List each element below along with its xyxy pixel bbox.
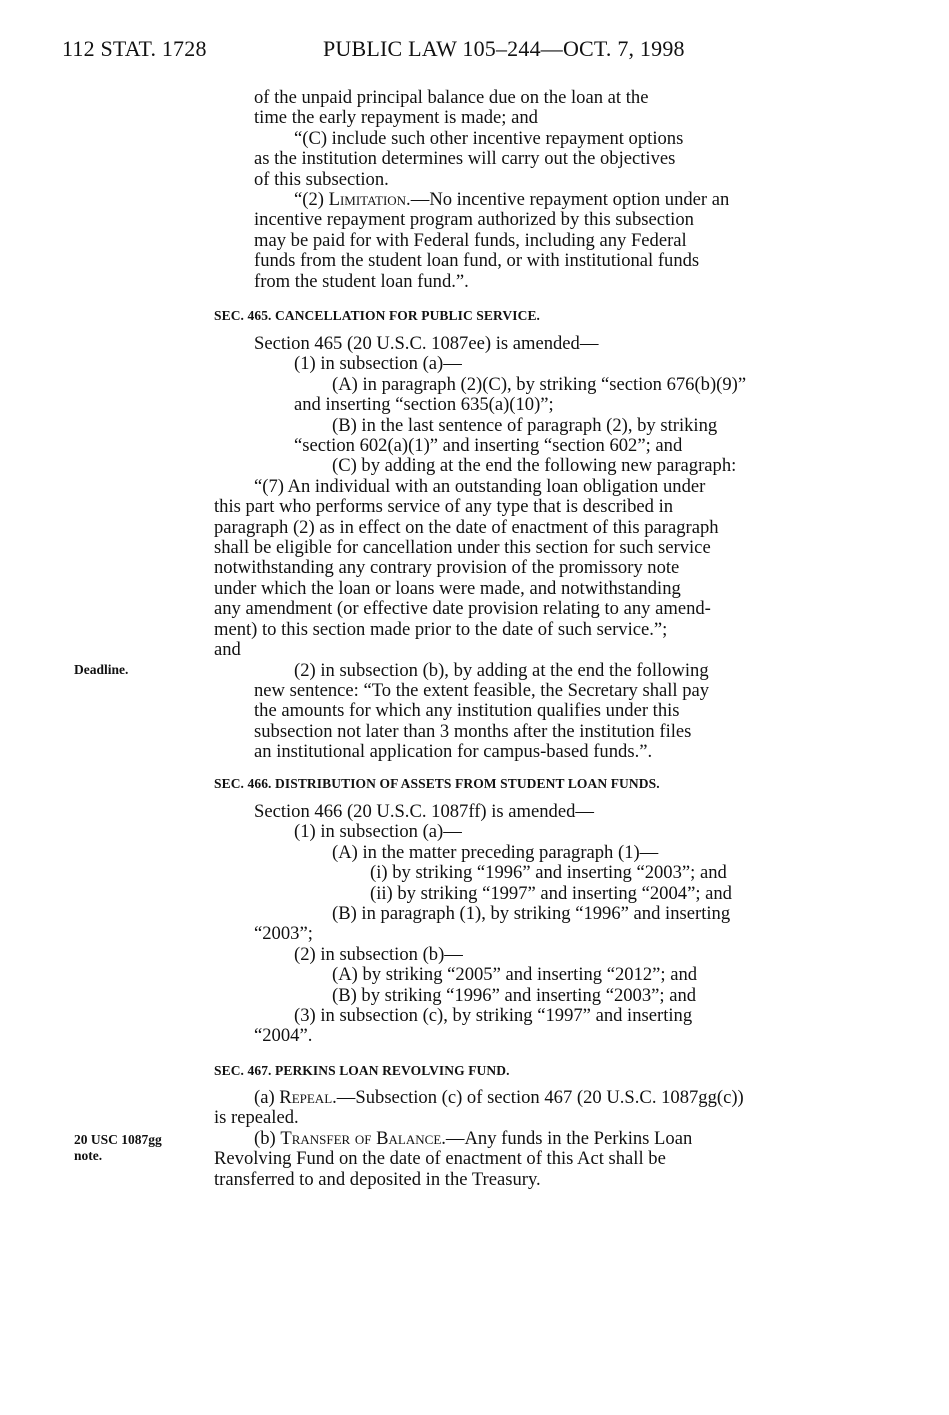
text-line: may be paid for with Federal funds, including any Federal [254,229,687,251]
text-line: and [214,639,241,661]
text-line: shall be eligible for cancellation under this section for such service [214,537,711,559]
text-line: funds from the student loan fund, or with institutional funds [254,250,700,272]
text-line: (3) in subsection (c), by striking “1997” and inserting [294,1005,693,1027]
section-466-body [214,802,840,1047]
text-line: new sentence: “To the extent feasible, the Secretary shall pay [254,679,710,701]
paragraph-heading: Limitation. [328,189,411,211]
paragraph-heading: Transfer of Balance. [280,1127,446,1149]
text-line: “2003”; [254,923,313,945]
text-run: —Any funds in the Perkins Loan [445,1127,693,1149]
text-line: from the student loan fund.”. [254,270,469,292]
text-line: of the unpaid principal balance due on the loan at the [254,87,649,108]
text-line: (i) by striking “1996” and inserting “2003”; and [370,862,727,884]
margin-note-line: note. [74,1148,103,1163]
text-line: (2) in subsection (b), by adding at the end the following [294,659,709,681]
text-line: subsection not later than 3 months after the institution files [254,720,692,742]
text-line: any amendment (or effective date provision relating to any amend- [214,598,711,620]
text-line: (B) in paragraph (1), by striking “1996” and inserting [332,903,731,925]
text-line: (C) by adding at the end the following new paragraph: [332,455,737,477]
margin-note-line: 20 USC 1087gg [74,1132,162,1147]
text-line: (1) in subsection (a)— [294,353,462,375]
text-run: —No incentive repayment option under an [410,189,730,211]
text-line: (A) in paragraph (2)(C), by striking “section 676(b)(9)” [332,373,747,395]
section-466 [214,776,840,792]
text-line [214,1088,840,1108]
text-line: Section 465 (20 U.S.C. 1087ee) is amended— [254,333,599,354]
text-line: (2) in subsection (b)— [294,943,463,965]
text-run: “(2) [294,189,329,211]
text-line: paragraph (2) as in effect on the date of enactment of this paragraph [214,516,719,538]
text-line: an institutional application for campus-based funds.”. [254,741,653,763]
text-line: notwithstanding any contrary provision of the promissory note [214,557,680,579]
text-line: of this subsection. [254,168,389,190]
paragraph-heading: Repeal. [279,1087,337,1108]
text-line: this part who performs service of any type that is described in [214,496,674,518]
section-heading: SEC. 465. CANCELLATION FOR PUBLIC SERVICE. [214,308,541,323]
text-line: under which the loan or loans were made, and notwithstanding [214,577,681,599]
text-line: (ii) by striking “1997” and inserting “2004”; and [370,882,732,904]
section-465 [214,308,840,324]
running-header: PUBLIC LAW 105–244—OCT. 7, 1998 [323,36,685,61]
text-line [214,1129,840,1149]
text-line: “2004”. [254,1025,313,1047]
text-line: (B) by striking “1996” and inserting “2003”; and [332,984,697,1006]
text-line: as the institution determines will carry out the objectives [254,148,676,170]
text-line: (1) in subsection (a)— [294,821,462,843]
text-line: is repealed. [214,1107,299,1129]
section-heading: SEC. 466. DISTRIBUTION OF ASSETS FROM STUDENT LOAN FUNDS. [214,776,660,791]
section-heading: SEC. 467. PERKINS LOAN REVOLVING FUND. [214,1063,510,1078]
text-line: (A) by striking “2005” and inserting “2012”; and [332,964,698,986]
text-run: —Subsection (c) of section 467 (20 U.S.C. 1087gg(c)) [336,1087,744,1108]
text-line: ment) to this section made prior to the date of such service.”; [214,618,668,640]
text-run: (a) [254,1087,280,1108]
text-line: Revolving Fund on the date of enactment of this Act shall be [214,1148,666,1170]
section-465-body [214,334,840,763]
text-line: the amounts for which any institution qualifies under this [254,700,680,722]
text-line: transferred to and deposited in the Treasury. [214,1168,541,1190]
margin-note-usc [74,1132,162,1164]
text-line: “(7) An individual with an outstanding loan obligation under [254,475,706,497]
section-467-body [214,1088,840,1190]
text-line: “(C) include such other incentive repayment options [294,127,684,149]
text-line: (A) in the matter preceding paragraph (1)— [332,841,659,863]
section-467 [214,1063,840,1079]
margin-note-deadline: Deadline. [74,662,129,677]
text-line: (B) in the last sentence of paragraph (2), by striking [332,414,718,436]
text-line: Section 466 (20 U.S.C. 1087ff) is amended— [254,801,594,822]
text-line: “section 602(a)(1)” and inserting “section 602”; and [294,435,683,457]
text-line: incentive repayment program authorized by this subsection [254,209,694,231]
text-line: time the early repayment is made; and [254,107,538,129]
text-run: (b) [254,1127,281,1149]
page-number-header: 112 STAT. 1728 [62,36,207,61]
text-line [214,190,840,210]
text-line: and inserting “section 635(a)(10)”; [294,394,554,416]
continuation-text [214,88,840,292]
